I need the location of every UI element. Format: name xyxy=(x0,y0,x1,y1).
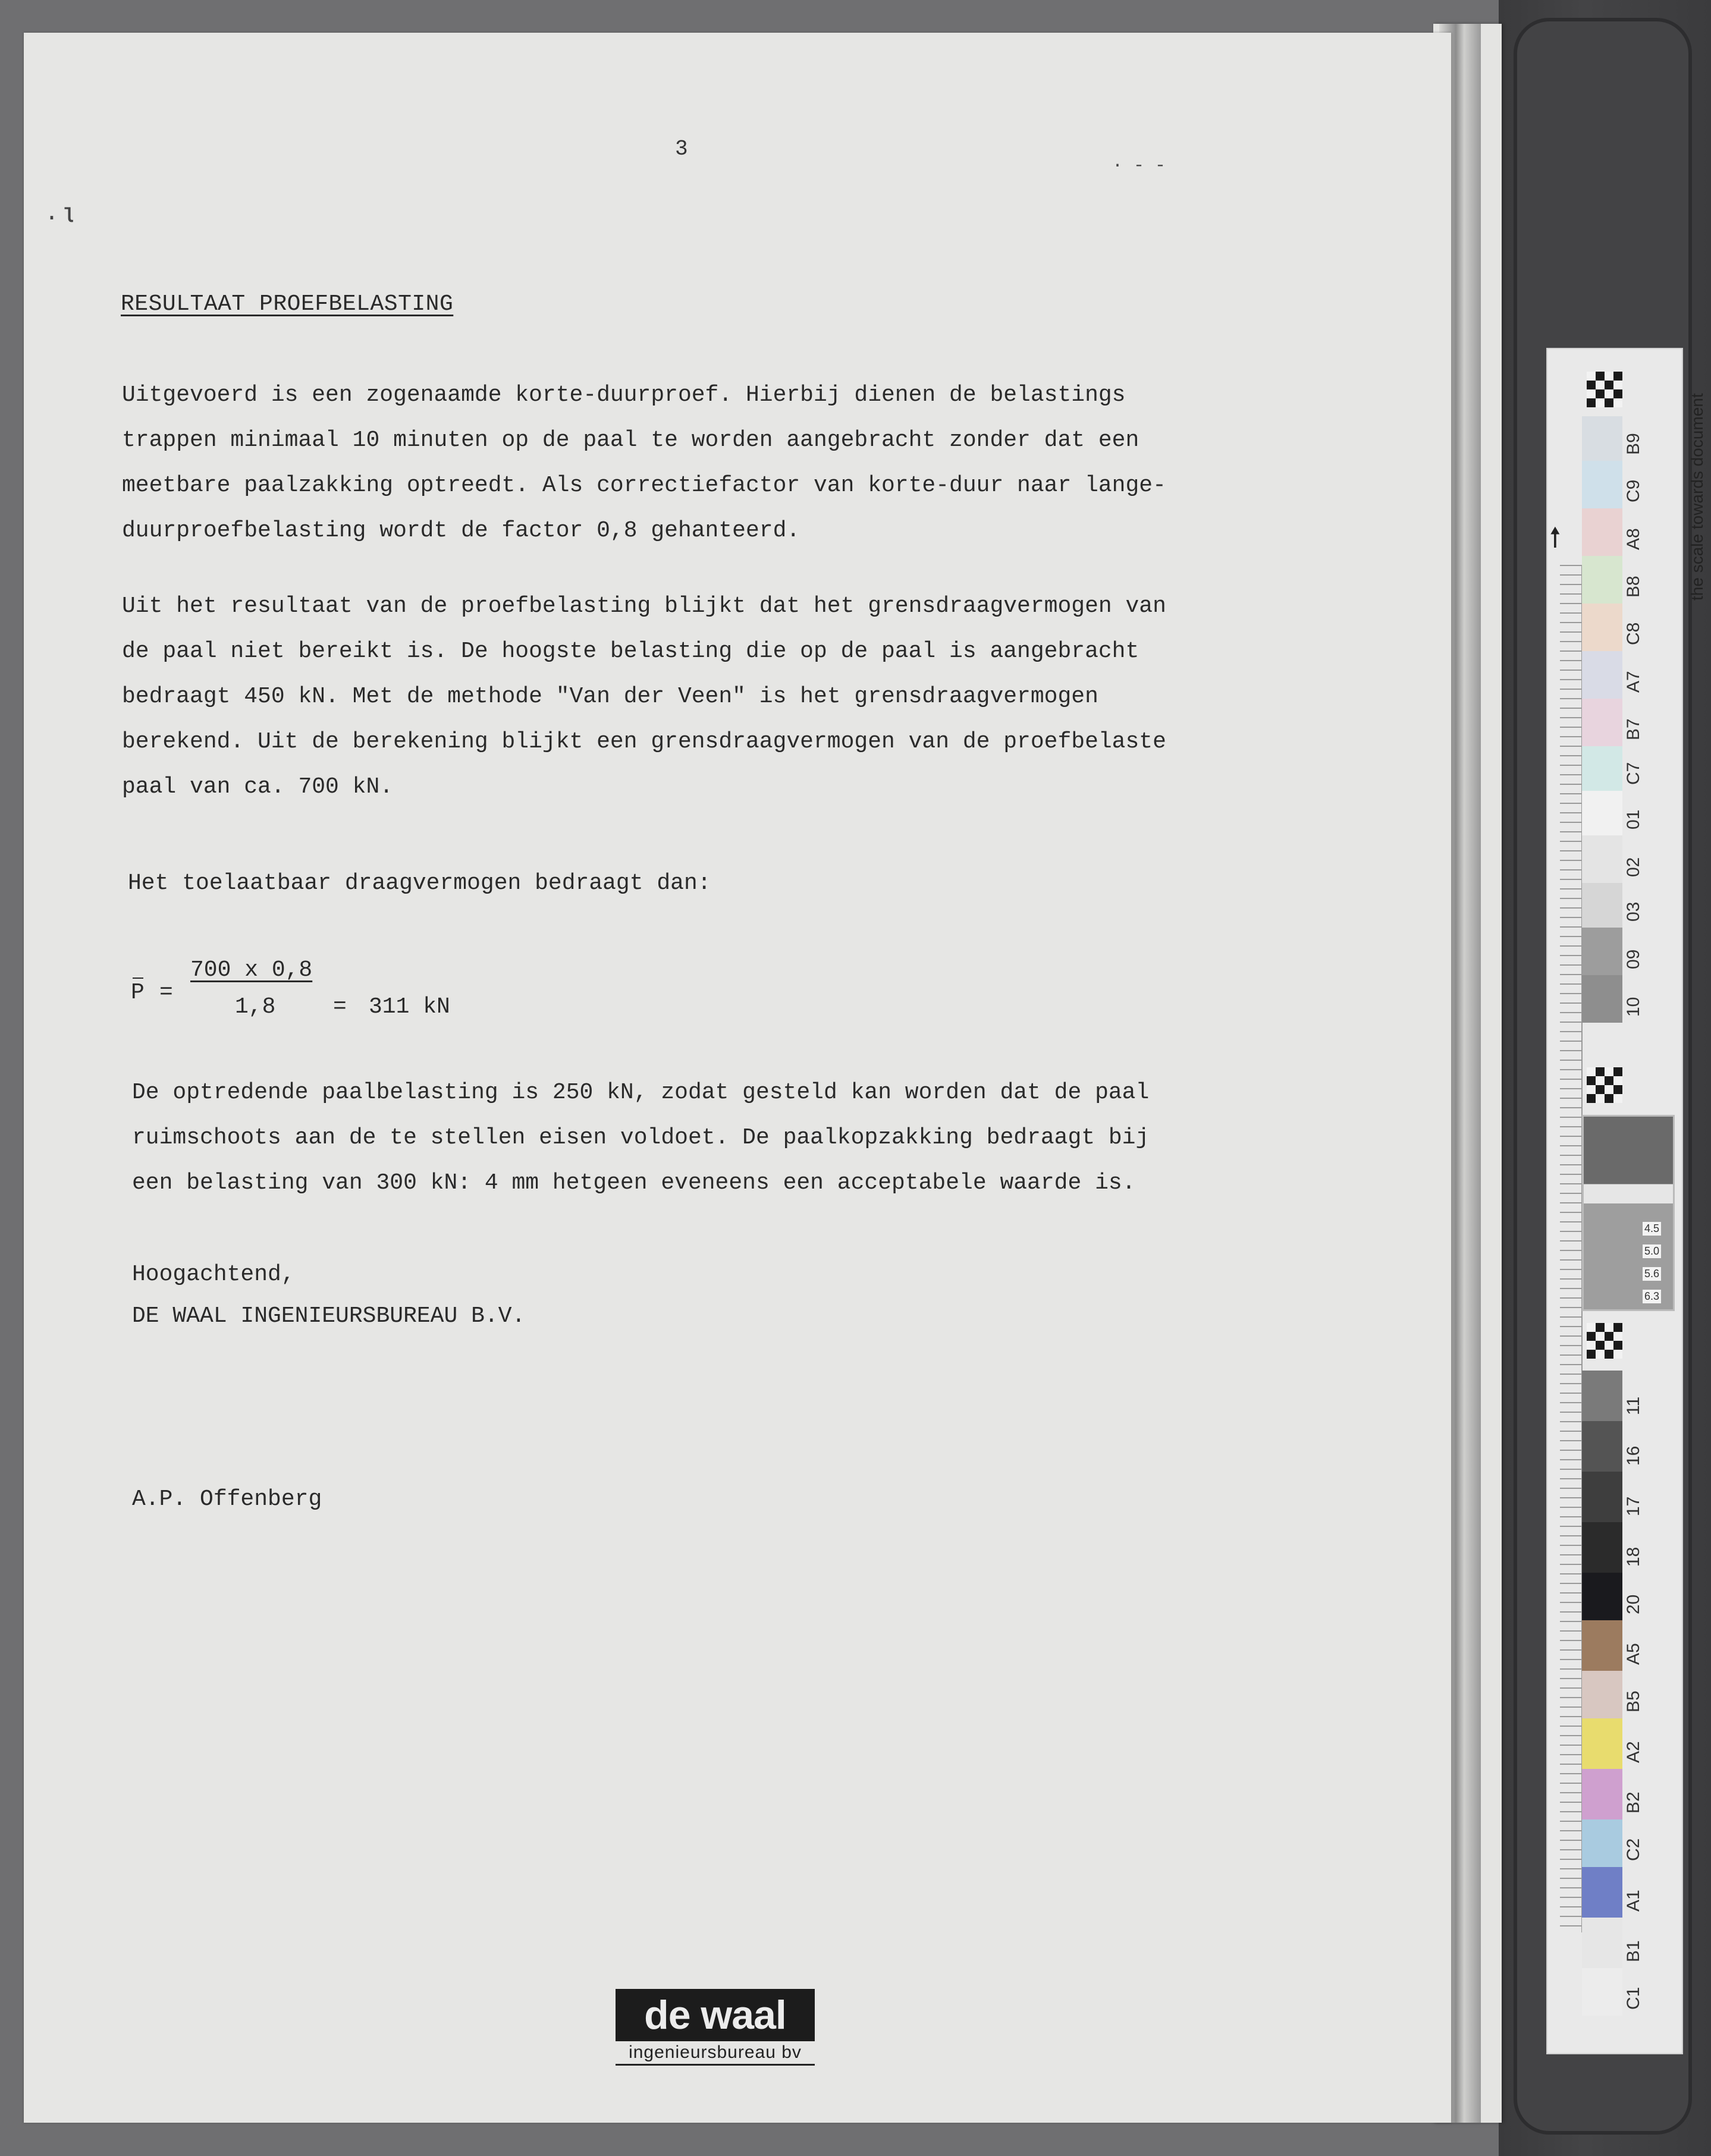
text-line: Uitgevoerd is een zogenaamde korte-duurproef. Hierbij dienen de belastings xyxy=(122,382,1126,408)
logo-subtitle: ingenieursbureau bv xyxy=(616,2042,815,2066)
patch-label: B5 xyxy=(1624,1690,1643,1712)
company-name: DE WAAL INGENIEURSBUREAU B.V. xyxy=(132,1303,526,1329)
text-line: duurproefbelasting wordt de factor 0,8 gehanteerd. xyxy=(122,518,800,543)
text-line: De optredende paalbelasting is 250 kN, zodat gesteld kan worden dat de paal xyxy=(132,1080,1150,1105)
patch-label: C1 xyxy=(1624,1987,1643,2010)
patch-label: A1 xyxy=(1624,1890,1643,1912)
patch-label: 02 xyxy=(1624,857,1643,877)
patch-label: A7 xyxy=(1624,671,1643,693)
text-line: trappen minimaal 10 minuten op de paal te worden aangebracht zonder dat een xyxy=(122,428,1139,453)
patch-label: C2 xyxy=(1624,1838,1643,1861)
color-patch-10 xyxy=(1582,975,1622,1023)
text-line: meetbare paalzakking optreedt. Als correctiefactor van korte-duur naar lange- xyxy=(122,473,1166,498)
capacity-formula xyxy=(131,957,547,1029)
patch-label: 09 xyxy=(1624,949,1643,969)
color-patch-20 xyxy=(1582,1573,1622,1620)
patch-label: B9 xyxy=(1624,433,1643,455)
color-patch-11 xyxy=(1582,1371,1622,1421)
patch-label: B1 xyxy=(1624,1940,1643,1962)
color-patch-a8 xyxy=(1582,508,1622,556)
color-patch-a1 xyxy=(1582,1867,1622,1918)
color-patch-17 xyxy=(1582,1472,1622,1522)
formula-lhs: P xyxy=(131,980,145,1005)
color-patch-a7 xyxy=(1582,651,1622,699)
scale-ruler xyxy=(1560,565,1583,1932)
paragraph-capacity: Het toelaatbaar draagvermogen bedraagt dan: xyxy=(128,870,711,896)
patch-label: 20 xyxy=(1624,1594,1643,1614)
patch-label: 16 xyxy=(1624,1445,1643,1466)
company-logo xyxy=(616,1989,815,2066)
text-line: bedraagt 450 kN. Met de methode "Van der Veen" is het grensdraagvermogen xyxy=(122,684,1098,709)
patch-label: A5 xyxy=(1624,1643,1643,1665)
text-line: Uit het resultaat van de proefbelasting blijkt dat het grensdraagvermogen van xyxy=(122,593,1166,619)
patch-label: 17 xyxy=(1624,1496,1643,1516)
color-patch-a5 xyxy=(1582,1620,1622,1671)
formula-numerator: 700 x 0,8 xyxy=(190,957,313,983)
color-patch-b5 xyxy=(1582,1671,1622,1718)
formula-equals: = xyxy=(159,980,173,1005)
color-patch-01 xyxy=(1582,791,1622,835)
patch-label: 11 xyxy=(1624,1396,1643,1415)
focus-target xyxy=(1582,1115,1675,1311)
patch-label: B7 xyxy=(1624,718,1643,740)
stray-mark: · xyxy=(45,205,59,232)
document-heading: RESULTAAT PROEFBELASTING xyxy=(121,291,454,317)
bar-accent xyxy=(133,978,143,979)
patch-label: A8 xyxy=(1624,528,1643,550)
logo-wordmark: de waal xyxy=(616,1989,815,2041)
patch-label: A2 xyxy=(1624,1741,1643,1763)
text-line: berekend. Uit de berekening blijkt een grensdraagvermogen van de proefbelaste xyxy=(122,729,1166,755)
patch-label: 01 xyxy=(1624,809,1643,829)
stray-mark: ɩ xyxy=(61,199,78,230)
focus-label: 4.5 xyxy=(1643,1222,1661,1236)
color-patch-c1 xyxy=(1582,1968,1622,2016)
focus-label: 5.0 xyxy=(1643,1244,1661,1258)
formula-denominator: 1,8 xyxy=(235,994,276,1020)
arrow-up-icon: 🠕 xyxy=(1549,521,1561,553)
patch-label: B8 xyxy=(1624,576,1643,598)
checker-target xyxy=(1587,1067,1622,1103)
color-patch-b9 xyxy=(1582,416,1622,461)
color-patch-02 xyxy=(1582,835,1622,883)
patch-label: 10 xyxy=(1624,997,1643,1017)
page-number: 3 xyxy=(675,137,688,161)
patch-label: 03 xyxy=(1624,901,1643,922)
closing-salutation: Hoogachtend, xyxy=(132,1262,295,1287)
color-patch-b7 xyxy=(1582,699,1622,746)
color-patch-09 xyxy=(1582,928,1622,975)
scale-caption: the scale towards document xyxy=(1688,393,1706,601)
patch-label: C7 xyxy=(1624,762,1643,785)
color-patch-a2 xyxy=(1582,1718,1622,1769)
text-line: de paal niet bereikt is. De hoogste belasting die op de paal is aangebracht xyxy=(122,639,1139,664)
color-patch-c8 xyxy=(1582,604,1622,651)
color-patch-16 xyxy=(1582,1421,1622,1472)
patch-label: 18 xyxy=(1624,1547,1643,1567)
paragraph-conclusion xyxy=(132,1070,1149,1206)
text-line: een belasting van 300 kN: 4 mm hetgeen eveneens een acceptabele waarde is. xyxy=(132,1170,1136,1196)
text-line: paal van ca. 700 kN. xyxy=(122,774,394,800)
patch-label: B2 xyxy=(1624,1792,1643,1814)
color-patch-c9 xyxy=(1582,461,1622,508)
stray-mark: · ‑ ‑ xyxy=(1112,156,1166,176)
focus-label: 5.6 xyxy=(1643,1267,1661,1281)
paragraph-intro xyxy=(122,373,1166,554)
patch-label: C8 xyxy=(1624,622,1643,645)
focus-label: 6.3 xyxy=(1643,1290,1661,1303)
checker-target xyxy=(1587,372,1622,407)
text-line: ruimschoots aan de te stellen eisen voldoet. De paalkopzakking bedraagt bij xyxy=(132,1125,1150,1151)
color-patch-b2 xyxy=(1582,1769,1622,1819)
color-patch-b1 xyxy=(1582,1918,1622,1968)
signatory-name: A.P. Offenberg xyxy=(132,1486,322,1512)
color-patch-c7 xyxy=(1582,746,1622,791)
color-patch-c2 xyxy=(1582,1819,1622,1867)
patch-label: C9 xyxy=(1624,479,1643,502)
checker-target xyxy=(1587,1323,1622,1359)
color-patch-18 xyxy=(1582,1522,1622,1573)
formula-result-equals: = xyxy=(333,994,347,1020)
color-patch-03 xyxy=(1582,883,1622,928)
paragraph-result xyxy=(122,584,1166,810)
formula-result: 311 kN xyxy=(369,994,450,1020)
color-patch-b8 xyxy=(1582,556,1622,604)
